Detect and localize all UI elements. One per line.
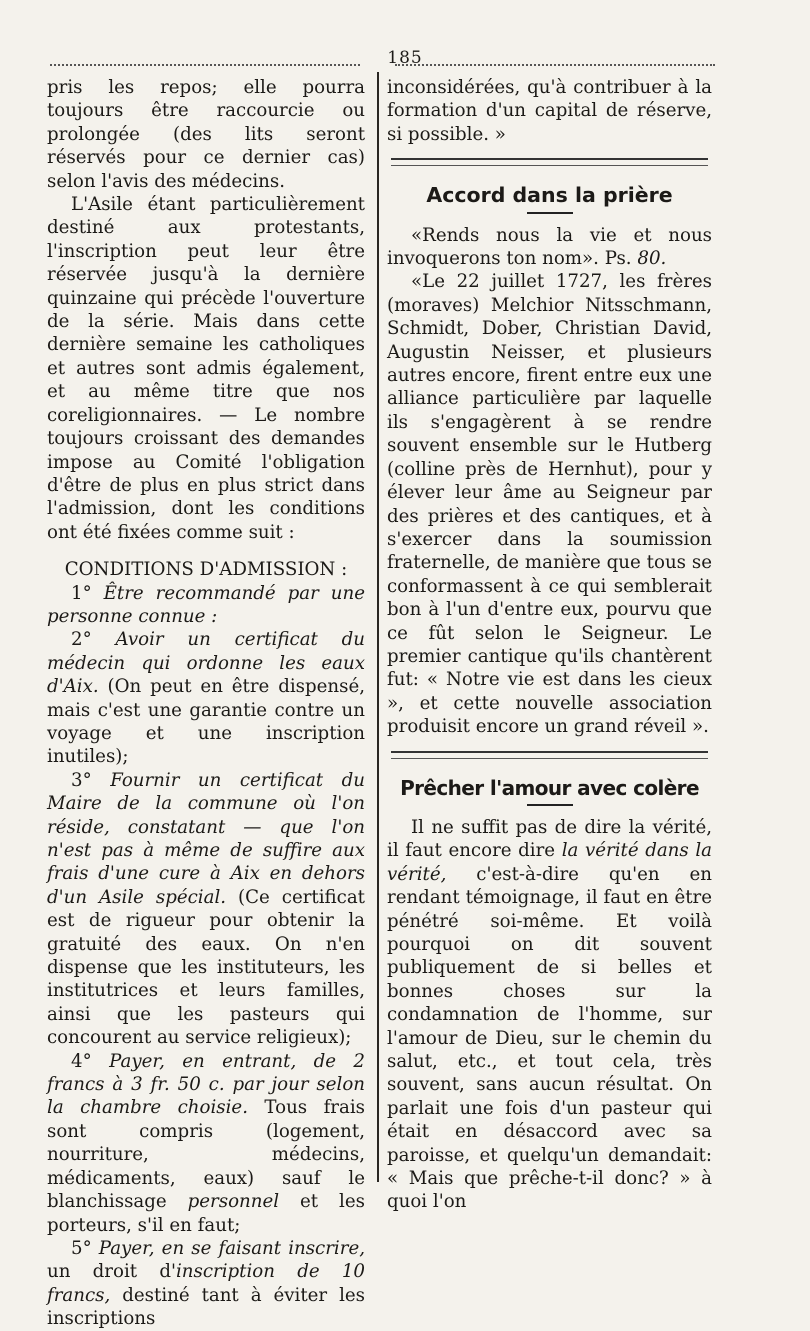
right-column [387,76,712,1214]
condition-3-text: Fournir un certificat du Maire de la commune où l'on réside, constatant — que l'on n'est pas à même de suffire aux frais d'une cure à Aix en dehors d'un Asile spécial. [47,769,365,908]
condition-5-inscription: inscription de 10 francs, [47,1261,365,1306]
condition-4-text: Payer, en entrant, de 2 francs à 3 fr. 50 c. par jour selon la chambre choisie. [47,1050,365,1119]
condition-3-number: 3° [71,769,92,791]
left-column [47,76,365,1331]
heading-precher-rule [527,804,573,806]
paragraph-precher [387,816,712,1214]
header-rule-left [50,64,360,66]
precher-text-start: Il ne suffit pas de dire la vérité, il faut encore dire [387,816,712,862]
paragraph-psalm [387,224,712,271]
condition-2-note: (On peut en être dispensé, mais c'est une garantie contre un voyage et une inscription inutiles); [47,676,365,768]
condition-1-text: Être recommandé par une personne connue : [47,582,365,627]
condition-3-note: (Ce certificat est de rigueur pour obtenir la gratuité des eaux. On n'en dispense que les instituteurs, les institutrices et leurs familles, ainsi que les pasteurs qui concourent au service religieux); [47,886,365,1049]
section-separator-1 [391,158,708,166]
condition-5-note: un droit d' [47,1261,176,1283]
condition-2-text: Avoir un certificat du médecin qui ordonne les eaux d'Aix. [47,629,365,698]
condition-4-personnel: personnel [187,1191,280,1213]
condition-5-number: 5° [71,1237,92,1259]
condition-1 [47,582,365,629]
precher-italic: la vérité dans la vérité, [387,840,712,885]
condition-4-note-end: et les porteurs, s'il en faut; [47,1191,365,1236]
section-separator-2 [391,751,708,759]
condition-4-number: 4° [71,1050,92,1072]
heading-accord: Accord dans la prière [426,183,673,208]
paragraph-asile: L'Asile étant particulièrement destiné aux protestants, l'inscription peut leur être réservée jusqu'à la dernière quinzaine qui précède l'ouverture de la série. Mais dans cette dernière semaine les catholiques et autres sont admis également, et au même titre que nos coreligionnaires. — Le nombre toujours croissant des demandes impose au Comité l'obligation d'être de plus en plus strict dans l'admission, dont les conditions ont été fixées comme suit : [47,194,365,543]
condition-5-text: Payer, en se faisant inscrire, [98,1237,365,1259]
condition-1-number: 1° [71,582,92,604]
condition-4-note: Tous frais sont compris (logement, nourriture, médecins, médicaments, eaux) sauf le blanchissage [47,1097,365,1213]
precher-text-rest: c'est-à-dire qu'en en rendant témoignage, il faut en être pénétré soi-même. Et voilà pourquoi on dit souvent publiquement de si belles et bonnes choses sur la condamnation de l'homme, sur l'amour de Dieu, sur le chemin du salut, etc., et tout cela, très souvent, sans aucun résultat. On parlait une fois d'un pasteur qui était en désaccord avec sa paroisse, et quelqu'un demandait: « Mais que prêche-t-il donc? » à quoi l'on [387,863,712,1213]
condition-2-number: 2° [71,629,92,651]
condition-2 [47,628,365,768]
page-number: 185 [387,48,423,68]
condition-5 [47,1237,365,1331]
paragraph-continuation: inconsidérées, qu'à contribuer à la formation d'un capital de réserve, si possible. » [387,77,712,145]
condition-3 [47,769,365,1050]
paragraph-repos: pris les repos; elle pourra toujours être raccourcie ou prolongée (des lits seront réservés pour ce dernier cas) selon l'avis des médecins. [47,77,365,192]
condition-4 [47,1050,365,1237]
paragraph-moraves: «Le 22 juillet 1727, les frères (moraves) Melchior Nitsschmann, Schmidt, Dober, Christian David, Augustin Neisser, et plusieurs autres encore, firent entre eux une alliance particulière par laquelle ils s'engagèrent à se rendre souvent ensemble sur le Hutberg (colline près de Hernhut), pour y élever leur âme au Seigneur par des prières et des cantiques, et à s'exercer dans la soumission fraternelle, de manière que tous se conformassent à ce qui semblerait bon à l'un d'entre eux, pourvu que ce fût selon le Seigneur. Le premier cantique qu'ils chantèrent fut: « Notre vie est dans les cieux », et cette nouvelle association produisit encore un grand réveil ». [387,271,712,738]
heading-accord-rule [527,212,573,214]
conditions-title: CONDITIONS D'ADMISSION : [64,559,348,581]
psalm-quote: «Rends nous la vie et nous invoquerons ton nom». Ps. [387,224,712,270]
condition-5-note-end: destiné tant à éviter les inscriptions [47,1284,365,1330]
psalm-reference: 80. [637,248,667,270]
header-rule-right [395,64,715,66]
heading-precher: Prêcher l'amour avec colère [400,775,699,800]
column-divider [377,72,379,1182]
